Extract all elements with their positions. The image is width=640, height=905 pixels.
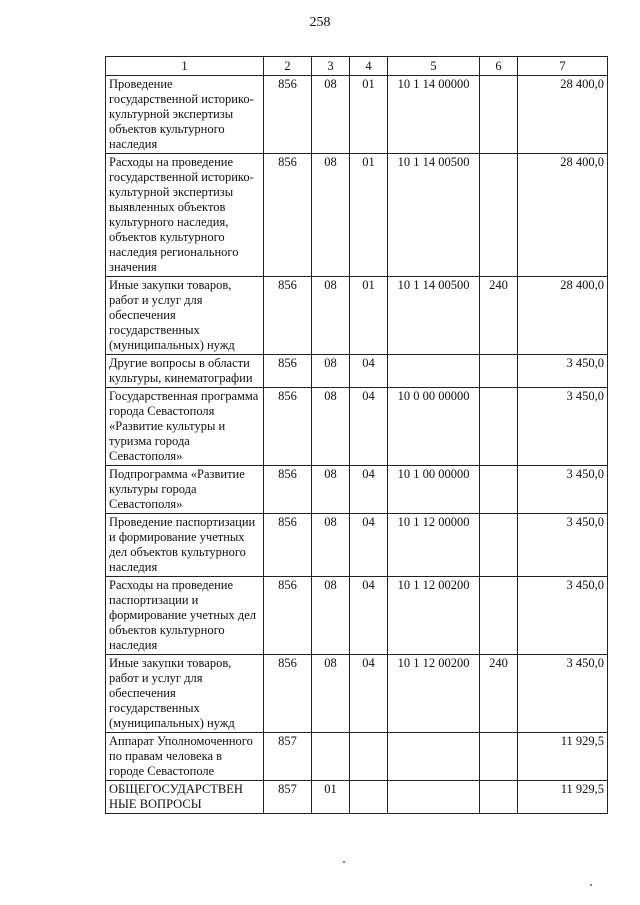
csr-cell: 10 0 00 00000	[388, 388, 480, 466]
sum-cell: 11 929,5	[518, 733, 608, 781]
table-row	[106, 154, 608, 277]
column-header: 5	[388, 57, 480, 76]
vid-cell	[480, 514, 518, 577]
ved-cell: 856	[264, 466, 312, 514]
vid-cell	[480, 154, 518, 277]
sum-cell: 3 450,0	[518, 466, 608, 514]
razdel-cell: 08	[312, 655, 350, 733]
podrazdel-cell: 04	[350, 355, 388, 388]
ved-cell: 856	[264, 277, 312, 355]
csr-cell: 10 1 12 00000	[388, 514, 480, 577]
razdel-cell: 08	[312, 355, 350, 388]
column-header: 7	[518, 57, 608, 76]
row-name-cell: Иные закупки товаров, работ и услуг для обеспечения государственных (муниципальных) нужд	[106, 655, 264, 733]
sum-cell: 28 400,0	[518, 277, 608, 355]
row-name-cell: Государственная программа города Севастополя «Развитие культуры и туризма города Севастополя»	[106, 388, 264, 466]
sum-cell: 3 450,0	[518, 514, 608, 577]
podrazdel-cell: 04	[350, 577, 388, 655]
razdel-cell: 01	[312, 781, 350, 814]
sum-cell: 3 450,0	[518, 388, 608, 466]
razdel-cell: 08	[312, 154, 350, 277]
table-row	[106, 355, 608, 388]
table-header-row	[106, 57, 608, 76]
scan-speck	[343, 861, 345, 863]
csr-cell	[388, 733, 480, 781]
vid-cell	[480, 733, 518, 781]
vid-cell	[480, 781, 518, 814]
row-name-cell: ОБЩЕГОСУДАРСТВЕН НЫЕ ВОПРОСЫ	[106, 781, 264, 814]
ved-cell: 857	[264, 733, 312, 781]
row-name-cell: Аппарат Уполномоченного по правам человека в городе Севастополе	[106, 733, 264, 781]
razdel-cell: 08	[312, 514, 350, 577]
csr-cell	[388, 781, 480, 814]
scan-speck	[590, 884, 592, 886]
sum-cell: 11 929,5	[518, 781, 608, 814]
razdel-cell: 08	[312, 466, 350, 514]
row-name-cell: Подпрограмма «Развитие культуры города Севастополя»	[106, 466, 264, 514]
table-row	[106, 277, 608, 355]
ved-cell: 856	[264, 154, 312, 277]
ved-cell: 856	[264, 355, 312, 388]
table-row	[106, 781, 608, 814]
podrazdel-cell: 04	[350, 655, 388, 733]
row-name-cell: Расходы на проведение паспортизации и формирование учетных дел объектов культурного наследия	[106, 577, 264, 655]
csr-cell: 10 1 14 00000	[388, 76, 480, 154]
csr-cell: 10 1 00 00000	[388, 466, 480, 514]
sum-cell: 3 450,0	[518, 655, 608, 733]
ved-cell: 856	[264, 577, 312, 655]
podrazdel-cell	[350, 781, 388, 814]
razdel-cell: 08	[312, 577, 350, 655]
podrazdel-cell: 04	[350, 514, 388, 577]
podrazdel-cell: 04	[350, 388, 388, 466]
table-row	[106, 466, 608, 514]
table-row	[106, 76, 608, 154]
sum-cell: 3 450,0	[518, 355, 608, 388]
table-row	[106, 655, 608, 733]
vid-cell	[480, 577, 518, 655]
razdel-cell	[312, 733, 350, 781]
table-row	[106, 577, 608, 655]
podrazdel-cell: 04	[350, 466, 388, 514]
row-name-cell: Расходы на проведение государственной историко-культурной экспертизы выявленных объектов культурного наследия, объектов культурного наследия регионального значения	[106, 154, 264, 277]
sum-cell: 28 400,0	[518, 154, 608, 277]
column-header: 3	[312, 57, 350, 76]
sum-cell: 3 450,0	[518, 577, 608, 655]
vid-cell	[480, 466, 518, 514]
ved-cell: 856	[264, 655, 312, 733]
vid-cell: 240	[480, 277, 518, 355]
ved-cell: 856	[264, 514, 312, 577]
csr-cell: 10 1 12 00200	[388, 577, 480, 655]
column-header: 4	[350, 57, 388, 76]
csr-cell: 10 1 14 00500	[388, 154, 480, 277]
column-header: 2	[264, 57, 312, 76]
csr-cell: 10 1 14 00500	[388, 277, 480, 355]
csr-cell: 10 1 12 00200	[388, 655, 480, 733]
vid-cell	[480, 388, 518, 466]
ved-cell: 856	[264, 76, 312, 154]
column-header: 6	[480, 57, 518, 76]
podrazdel-cell: 01	[350, 154, 388, 277]
vid-cell	[480, 355, 518, 388]
podrazdel-cell: 01	[350, 76, 388, 154]
vid-cell	[480, 76, 518, 154]
csr-cell	[388, 355, 480, 388]
row-name-cell: Проведение государственной историко-культурной экспертизы объектов культурного наследия	[106, 76, 264, 154]
sum-cell: 28 400,0	[518, 76, 608, 154]
row-name-cell: Другие вопросы в области культуры, кинематографии	[106, 355, 264, 388]
podrazdel-cell: 01	[350, 277, 388, 355]
vid-cell: 240	[480, 655, 518, 733]
row-name-cell: Иные закупки товаров, работ и услуг для обеспечения государственных (муниципальных) нужд	[106, 277, 264, 355]
row-name-cell: Проведение паспортизации и формирование учетных дел объектов культурного наследия	[106, 514, 264, 577]
razdel-cell: 08	[312, 277, 350, 355]
ved-cell: 856	[264, 388, 312, 466]
table-row	[106, 388, 608, 466]
razdel-cell: 08	[312, 388, 350, 466]
table-row	[106, 514, 608, 577]
podrazdel-cell	[350, 733, 388, 781]
page-number: 258	[309, 15, 331, 30]
column-header: 1	[106, 57, 264, 76]
budget-table	[105, 56, 608, 814]
ved-cell: 857	[264, 781, 312, 814]
table-row	[106, 733, 608, 781]
razdel-cell: 08	[312, 76, 350, 154]
